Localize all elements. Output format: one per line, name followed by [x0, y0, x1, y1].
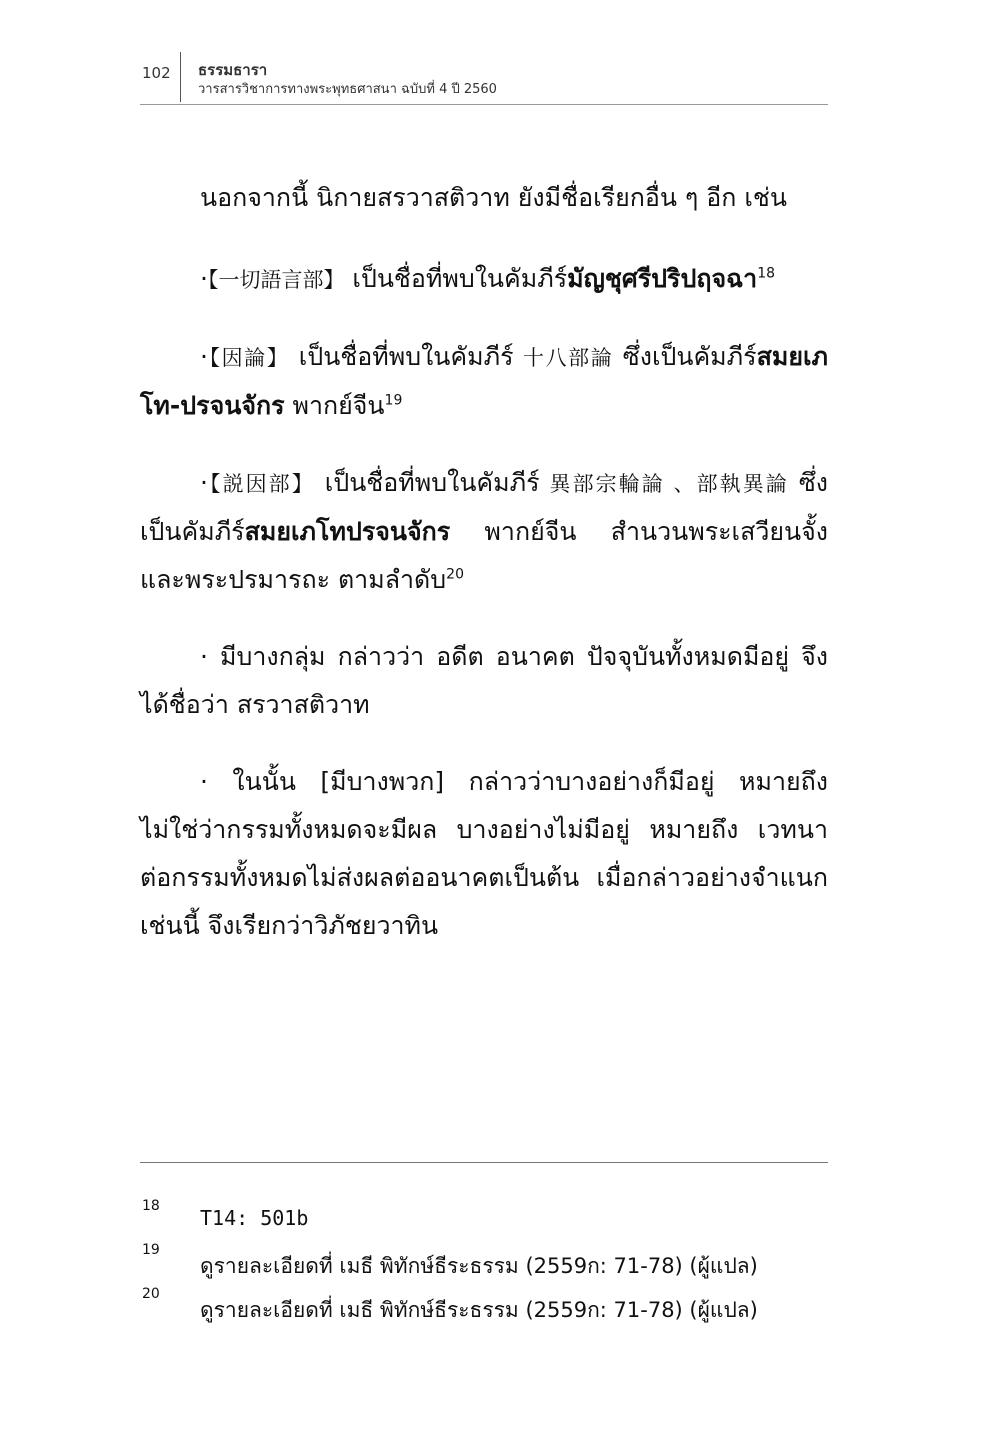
footnote-19 — [140, 1240, 828, 1284]
footnote-rule — [140, 1162, 828, 1163]
scripture-title: มัญชุศรีปริปฤจฉา — [567, 264, 758, 293]
header-rule — [140, 104, 828, 105]
footnote-number: 20 — [142, 1286, 160, 1302]
journal-subtitle: วารสารวิชาการทางพระพุทธศาสนา ฉบับที่ 4 ปี 2560 — [198, 82, 497, 97]
footnote-text: ดูรายละเอียดที่ เมธี พิทักษ์ธีระธรรม (2559ก: 71-78) (ผู้แปล) — [200, 1254, 758, 1278]
scripture-title: สมยเภโทปรจนจักร — [244, 517, 451, 546]
item-text: ซึ่งเป็นคัมภีร์ — [613, 342, 757, 371]
footnote-ref[interactable]: 19 — [384, 392, 403, 409]
item-text: เป็นชื่อที่พบในคัมภีร์ — [314, 468, 550, 497]
cjk-source: 十八部論 — [523, 346, 614, 370]
item-paragraph-5 — [140, 758, 828, 950]
page-header — [140, 50, 828, 106]
footnote-20 — [140, 1284, 828, 1328]
item-paragraph-3 — [140, 459, 828, 604]
cjk-source: 異部宗輪論 、部執異論 — [549, 472, 789, 496]
item-text: ในนั้น [มีบางพวก] กล่าวว่าบางอย่างก็มีอยู่ หมายถึง ไม่ใช่ว่ากรรมทั้งหมดจะมีผล บางอย่างไม่มีอยู่ หมายถึง เวทนาต่อกรรมทั้งหมดไม่ส่งผลต่ออนาคตเป็นต้น เมื่อกล่าวอย่างจำแนกเช่นนี้ จึงเรียกว่าวิภัชยวาทิน — [140, 767, 828, 940]
bullet: · — [200, 264, 208, 293]
page-number: 102 — [142, 64, 171, 82]
item-text: พากย์จีน สำนวนพระเสวียนจั้ง และพระปรมารถะ ตามลำดับ — [140, 517, 828, 594]
bullet: · — [200, 767, 208, 796]
bullet: · — [200, 642, 208, 671]
footnote-ref[interactable]: 20 — [446, 566, 464, 583]
footnote-text: ดูรายละเอียดที่ เมธี พิทักษ์ธีระธรรม (2559ก: 71-78) (ผู้แปล) — [200, 1298, 758, 1322]
journal-name: ธรรมธารา — [198, 61, 268, 79]
footnote-number: 19 — [142, 1242, 160, 1258]
item-text: มีบางกลุ่ม กล่าวว่า อดีต อนาคต ปัจจุบันทั้งหมดมีอยู่ จึงได้ชื่อว่า สรวาสติวาท — [140, 642, 828, 719]
cjk-name: 【一切語言部】 — [207, 268, 345, 292]
scripture-title: สมยเภโท-ปรจนจักร — [140, 342, 828, 420]
item-text: ซึ่งเป็นคัมภีร์ — [140, 468, 829, 546]
item-paragraph-2 — [140, 333, 828, 430]
cjk-name: 【因論】 — [207, 346, 290, 370]
footnotes — [140, 1196, 828, 1328]
bullet: · — [200, 342, 208, 371]
body-text — [140, 174, 828, 979]
item-paragraph-4 — [140, 633, 828, 729]
intro-paragraph: นอกจากนี้ นิกายสรวาสติวาท ยังมีชื่อเรียกอื่น ๆ อีก เช่น — [200, 183, 787, 212]
header-divider — [180, 52, 181, 102]
bullet: · — [200, 468, 208, 497]
item-text: เป็นชื่อที่พบในคัมภีร์ — [289, 342, 524, 371]
footnote-number: 18 — [142, 1198, 160, 1214]
item-paragraph-1 — [140, 255, 828, 304]
cjk-name: 【説因部】 — [207, 472, 315, 496]
item-text: เป็นชื่อที่พบในคัมภีร์ — [344, 264, 568, 293]
item-text: พากย์จีน — [284, 391, 385, 420]
footnote-text: T14: 501b — [200, 1206, 309, 1230]
footnote-18 — [140, 1196, 828, 1240]
footnote-ref[interactable]: 18 — [757, 265, 776, 282]
